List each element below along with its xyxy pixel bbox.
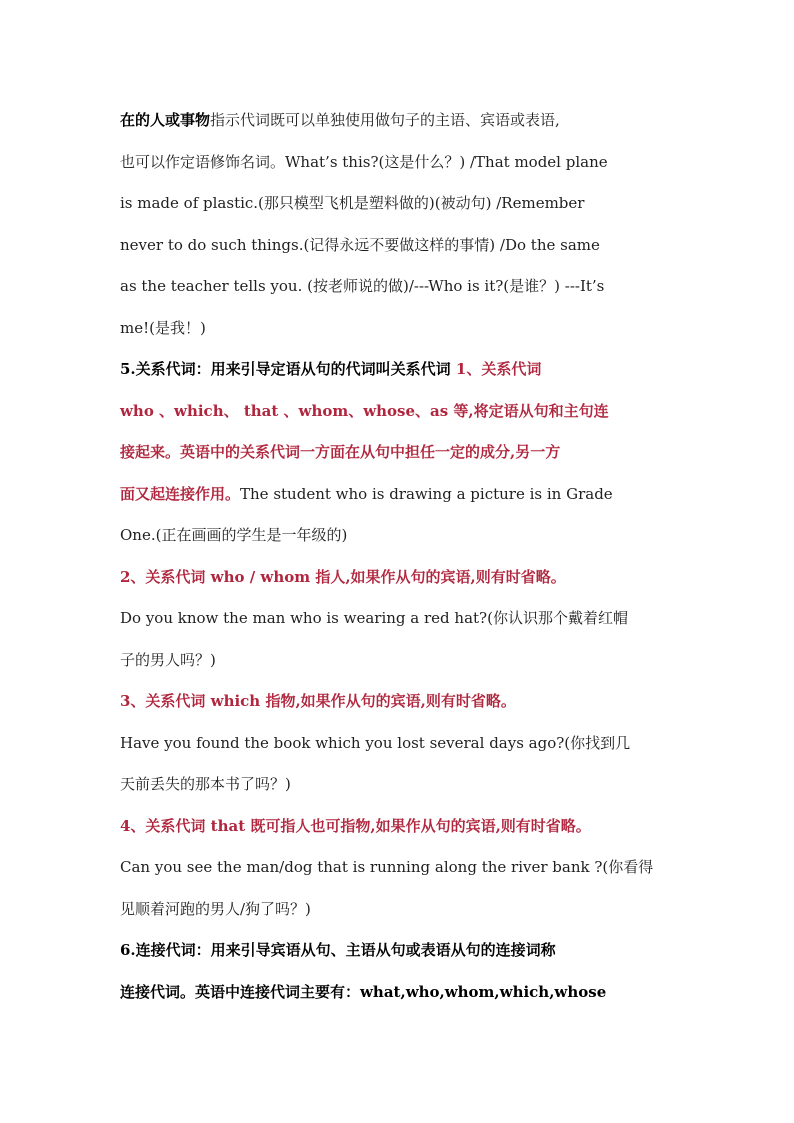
- text-line: [120, 142, 680, 184]
- body-text: One.(正在画画的学生是一年级的): [120, 526, 348, 544]
- body-text: 天前丢失的那本书了吗？): [120, 775, 291, 793]
- body-text: never to do such things.(记得永远不要做这样的事情) /Do the same: [120, 235, 600, 254]
- text-line: [120, 972, 680, 1014]
- body-text: The student who is drawing a picture is in Grade: [240, 484, 613, 503]
- text-line: [120, 806, 680, 848]
- highlighted-text: 面又起连接作用。: [120, 484, 241, 503]
- text-line: [120, 640, 680, 682]
- text-line: [120, 100, 680, 142]
- text-line: [120, 681, 680, 723]
- highlighted-text: 1、关系代词: [455, 360, 542, 378]
- bold-text: 5.关系代词：用来引导定语从句的代词叫关系代词: [120, 360, 456, 378]
- body-text: 指示代词既可以单独使用做句子的主语、宾语或表语,: [210, 111, 560, 129]
- text-line: [120, 557, 680, 599]
- bold-text: 连接代词。英语中连接代词主要有：what,who,whom,which,whose: [120, 982, 607, 1001]
- bold-text: 在的人或事物: [120, 111, 211, 129]
- body-text: is made of plastic.(那只模型飞机是塑料做的)(被动句) /Remember: [120, 194, 585, 212]
- text-line: [120, 723, 680, 765]
- highlighted-text: 3、关系代词 which 指物,如果作从句的宾语,则有时省略。: [120, 692, 516, 710]
- text-line: [120, 764, 680, 806]
- text-line: [120, 183, 680, 225]
- body-text: 见顺着河跑的男人/狗了吗？): [120, 899, 311, 918]
- body-text: Do you know the man who is wearing a red hat?(你认识那个戴着红帽: [120, 609, 628, 627]
- text-line: [120, 308, 680, 350]
- body-text: as the teacher tells you. (按老师说的做)/---Who is it?(是谁？) ---It’s: [120, 277, 605, 295]
- text-line: [120, 598, 680, 640]
- body-text: 也可以作定语修饰名词。What’s this?(这是什么？) /That model plane: [120, 152, 608, 171]
- highlighted-text: 2、关系代词 who / whom 指人,如果作从句的宾语,则有时省略。: [120, 567, 566, 586]
- text-line: [120, 266, 680, 308]
- text-line: [120, 225, 680, 267]
- text-line: [120, 930, 680, 972]
- bold-text: 6.连接代词：用来引导宾语从句、主语从句或表语从句的连接词称: [120, 941, 556, 959]
- document-body: [120, 100, 680, 1013]
- body-text: Have you found the book which you lost several days ago?(你找到几: [120, 733, 631, 752]
- body-text: 子的男人吗？): [120, 650, 216, 669]
- highlighted-text: who 、which、 that 、whom、whose、as 等,将定语从句和主句连: [120, 401, 609, 420]
- text-line: [120, 515, 680, 557]
- text-line: [120, 847, 680, 889]
- body-text: me!(是我！): [120, 318, 206, 337]
- body-text: Can you see the man/dog that is running along the river bank ?(你看得: [120, 858, 654, 876]
- text-line: [120, 391, 680, 433]
- highlighted-text: 接起来。英语中的关系代词一方面在从句中担任一定的成分,另一方: [120, 443, 561, 461]
- highlighted-text: 4、关系代词 that 既可指人也可指物,如果作从句的宾语,则有时省略。: [120, 816, 591, 835]
- text-line: [120, 432, 680, 474]
- text-line: [120, 474, 680, 516]
- text-line: [120, 349, 680, 391]
- text-line: [120, 889, 680, 931]
